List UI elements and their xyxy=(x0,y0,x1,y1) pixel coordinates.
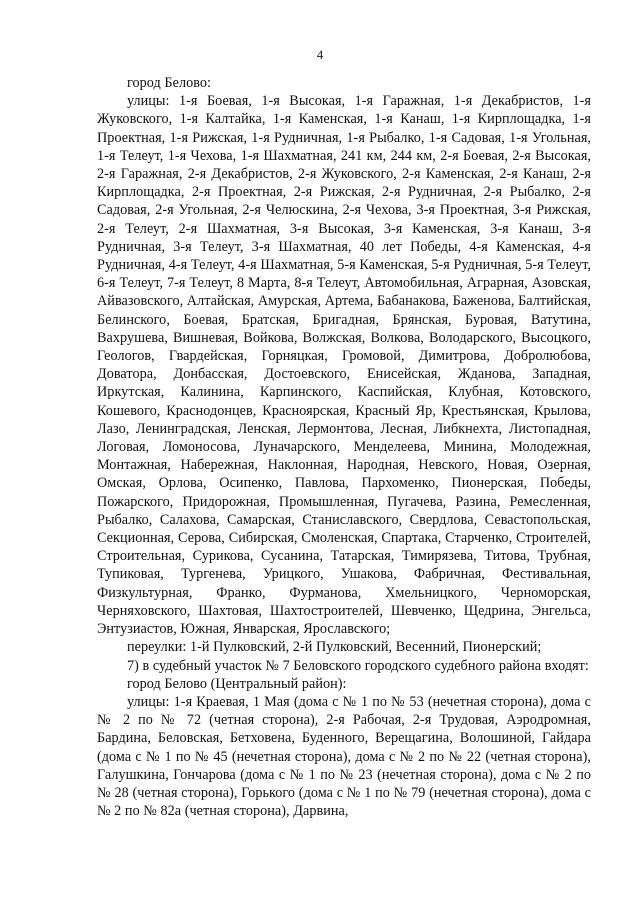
section-7-paragraph: 7) в судебный участок № 7 Беловского городского судебного района входят: xyxy=(127,657,589,674)
streets-paragraph-central: улицы: 1-я Краевая, 1 Мая (дома с № 1 по № 53 (нечетная сторона), дома с № 2 по № 72 (четная сторона), 2-я Рабочая, 2-я Трудовая, Аэродромная, Бардина, Беловская, Бетховена, Буденного, Верещагина, Волошиной, Гайдара (дома с № 1 по № 45 (нечетная сторона), дома с № 2 по № 22 (четная сторона), Галушкина, Гончарова (дома с № 1 по № 23 (нечетная сторона), дома с № 2 по № 28 (четная сторона), Горького (дома с № 1 по № 79 (нечетная сторона), дома с № 2 по № 82а (четная сторона), Дарвина, xyxy=(97,693,591,820)
lanes-paragraph: переулки: 1-й Пулковский, 2-й Пулковский, Весенний, Пионерский; xyxy=(127,639,542,656)
city-heading-belovo: город Белово: xyxy=(127,75,212,91)
city-heading-central-district: город Белово (Центральный район): xyxy=(127,675,347,692)
document-body xyxy=(97,74,591,820)
streets-paragraph: улицы: 1-я Боевая, 1-я Высокая, 1-я Гаражная, 1-я Декабристов, 1-я Жуковского, 1-я Калтайка, 1-я Каменская, 1-я Канаш, 1-я Кирплощадка, 1-я Проектная, 1-я Рижская, 1-я Рудничная, 1-я Рыбалко, 1-я Садовая, 1-я Угольная, 1-я Телеут, 1-я Чехова, 1-я Шахматная, 241 км, 244 км, 2-я Боевая, 2-я Высокая, 2-я Гаражная, 2-я Декабристов, 2-я Жуковского, 2-я Каменская, 2-я Канаш, 2-я Кирплощадка, 2-я Проектная, 2-я Рижская, 2-я Рудничная, 2-я Рыбалко, 2-я Садовая, 2-я Угольная, 2-я Челюскина, 2-я Чехова, 3-я Проектная, 3-я Рижская, 2-я Телеут, 2-я Шахматная, 3-я Высокая, 3-я Каменская, 3-я Канаш, 3-я Рудничная, 3-я Телеут, 3-я Шахматная, 40 лет Победы, 4-я Каменская, 4-я Рудничная, 4-я Телеут, 4-я Шахматная, 5-я Каменская, 5-я Рудничная, 5-я Телеут, 6-я Телеут, 7-я Телеут, 8 Марта, 8-я Телеут, Автомобильная, Аграрная, Азовская, Айвазовского, Алтайская, Амурская, Артема, Бабанакова, Баженова, Балтийская, Белинского, Боевая, Братская, Бригадная, Брянская, Буровая, Ватутина, Вахрушева, Вишневая, Войкова, Волжская, Волкова, Володарского, Высоцкого, Геологов, Гвардейская, Горняцкая, Громовой, Димитрова, Добролюбова, Доватора, Донбасская, Достоевского, Енисейская, Жданова, Западная, Иркутская, Калинина, Карпинского, Каспийская, Клубная, Котовского, Кошевого, Краснодонцев, Красноярская, Красный Яр, Крестьянская, Крылова, Лазо, Ленинградская, Ленская, Лермонтова, Лесная, Либкнехта, Листопадная, Логовая, Ломоносова, Луначарского, Менделеева, Минина, Молодежная, Монтажная, Набережная, Наклонная, Народная, Невского, Новая, Озерная, Омская, Орлова, Осипенко, Павлова, Пархоменко, Пионерская, Победы, Пожарского, Придорожная, Промышленная, Пугачева, Разина, Ремесленная, Рыбалко, Салахова, Самарская, Станиславского, Свердлова, Севастопольская, Секционная, Серова, Сибирская, Смоленская, Спартака, Старченко, Строителей, Строительная, Сурикова, Сусанина, Татарская, Тимирязева, Титова, Трубная, Тупиковая, Тургенева, Урицкого, Ушакова, Фабричная, Фестивальная, Физкультурная, Франко, Фурманова, Хмельницкого, Черноморская, Черняховского, Шахтовая, Шахтостроителей, Шевченко, Щедрина, Энгельса, Энтузиастов, Южная, Январская, Ярославского; xyxy=(97,93,591,638)
page-number: 4 xyxy=(316,47,324,62)
